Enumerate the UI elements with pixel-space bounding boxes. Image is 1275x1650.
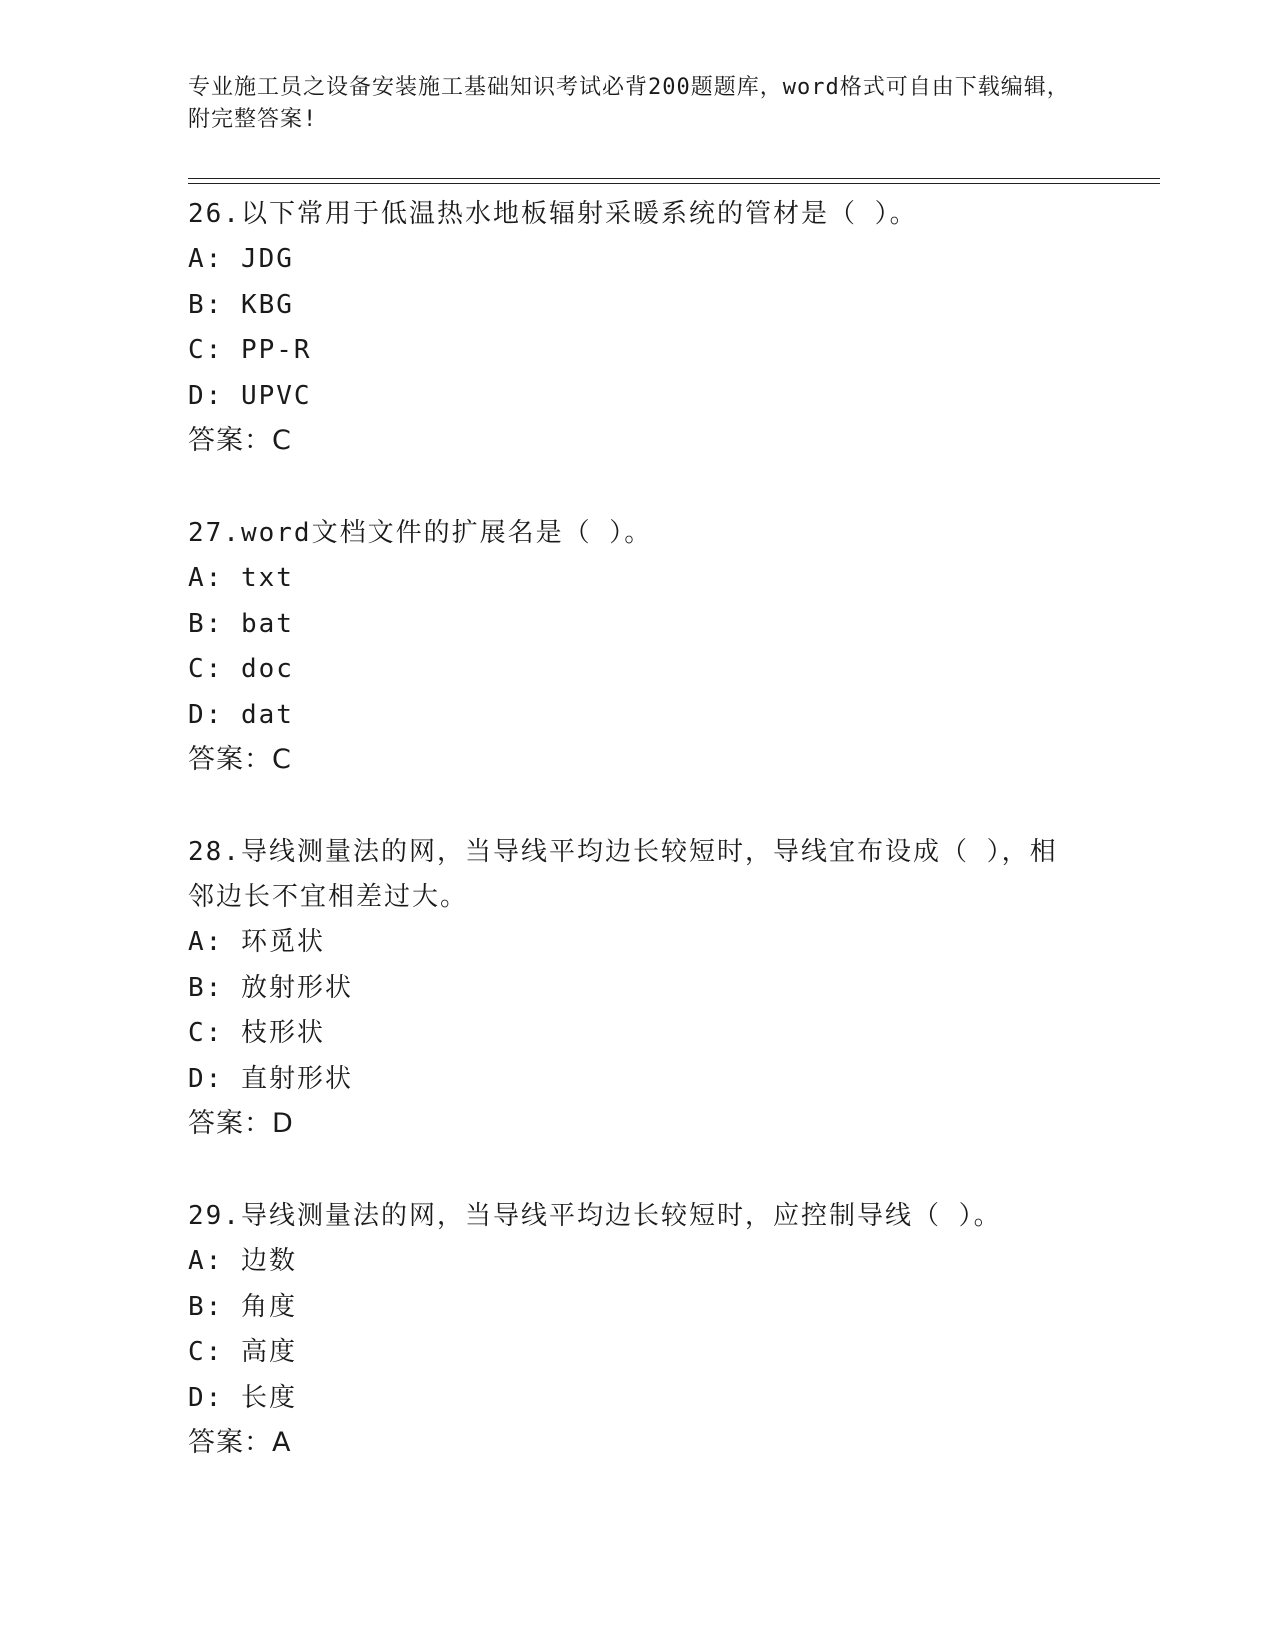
- question-27: [188, 511, 1068, 782]
- answer-label: 答案：C: [188, 744, 292, 775]
- option-c: C: doc: [188, 654, 294, 684]
- option-b: B: 角度: [188, 1291, 297, 1322]
- option-a: A: JDG: [188, 244, 294, 274]
- option-d: D: UPVC: [188, 380, 312, 411]
- option-c: C: PP-R: [188, 335, 312, 365]
- option-c: C: 高度: [188, 1337, 297, 1367]
- option-d: D: 长度: [188, 1382, 297, 1413]
- header-divider-top: [188, 178, 1160, 179]
- answer-label: 答案：D: [188, 1108, 294, 1139]
- option-a: A: 边数: [188, 1246, 297, 1276]
- option-b: B: 放射形状: [188, 972, 353, 1003]
- option-c: C: 枝形状: [188, 1018, 325, 1048]
- option-a: A: txt: [188, 563, 294, 593]
- question-list: [188, 192, 1068, 1513]
- option-d: D: 直射形状: [188, 1063, 353, 1094]
- answer-label: 答案：C: [188, 425, 292, 456]
- question-29: [188, 1194, 1068, 1465]
- document-header: 专业施工员之设备安装施工基础知识考试必背200题题库，word格式可自由下载编辑，附完整答案!: [188, 75, 1070, 132]
- header-divider-bottom: [188, 183, 1160, 184]
- question-stem: 28.导线测量法的网，当导线平均边长较短时，导线宜布设成（ ），相邻边长不宜相差过大。: [188, 837, 1058, 912]
- question-26: [188, 192, 1068, 463]
- option-d: D: dat: [188, 699, 294, 730]
- question-stem: 26.以下常用于低温热水地板辐射采暖系统的管材是（ ）。: [188, 199, 918, 229]
- option-a: A: 环觅状: [188, 927, 325, 957]
- option-b: B: KBG: [188, 289, 294, 320]
- answer-label: 答案：A: [188, 1427, 292, 1458]
- question-stem: 29.导线测量法的网，当导线平均边长较短时，应控制导线（ ）。: [188, 1201, 1002, 1231]
- option-b: B: bat: [188, 608, 294, 639]
- question-stem: 27.word文档文件的扩展名是（ ）。: [188, 518, 653, 548]
- question-28: [188, 830, 1068, 1146]
